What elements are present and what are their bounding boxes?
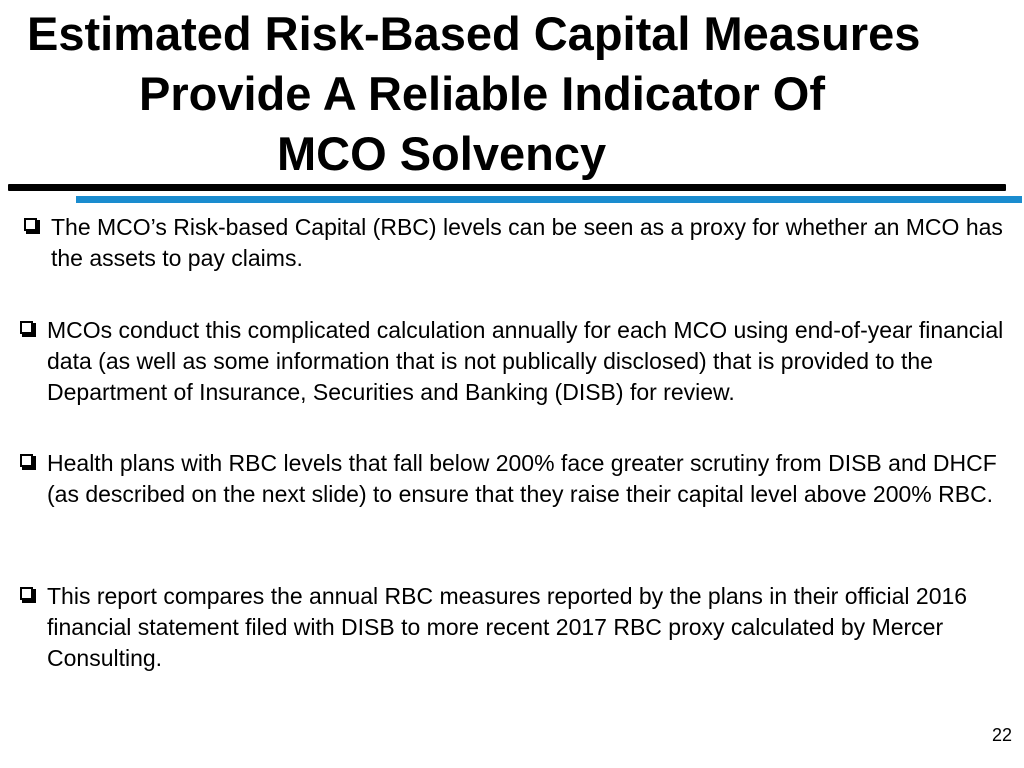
title-line-3: MCO Solvency <box>277 127 607 180</box>
page-number: 22 <box>991 725 1012 745</box>
checkbox-square-icon <box>20 454 33 467</box>
title-divider-blue <box>76 196 1022 203</box>
bullet-text-1: The MCO’s Risk-based Capital (RBC) levels can be seen as a proxy for whether an MCO has the assets to pay claims. <box>51 214 1003 271</box>
slide-title <box>0 4 1024 184</box>
bullet-item-4 <box>20 581 1015 674</box>
bullet-text-4: This report compares the annual RBC measures reported by the plans in their official 2016 financial statement filed with DISB to more recent 2017 RBC proxy calculated by Mercer Consulting. <box>47 583 968 671</box>
title-line-1: Estimated Risk-Based Capital Measures <box>27 7 921 60</box>
checkbox-square-icon <box>20 321 33 334</box>
bullet-item-2 <box>20 315 1020 408</box>
checkbox-square-icon <box>24 218 37 231</box>
title-divider-black <box>8 184 1006 191</box>
bullet-text-2: MCOs conduct this complicated calculation annually for each MCO using end-of-year financial data (as well as some information that is not publically disclosed) that is provided to the Department of Insurance, Securities and Banking (DISB) for review. <box>47 317 1004 405</box>
bullet-item-1 <box>24 212 1009 274</box>
checkbox-square-icon <box>20 587 33 600</box>
title-line-2: Provide A Reliable Indicator Of <box>139 67 825 120</box>
bullet-item-3 <box>20 448 1015 510</box>
bullet-text-3: Health plans with RBC levels that fall below 200% face greater scrutiny from DISB and DHCF (as described on the next slide) to ensure that they raise their capital level above 200% RBC. <box>47 450 997 507</box>
